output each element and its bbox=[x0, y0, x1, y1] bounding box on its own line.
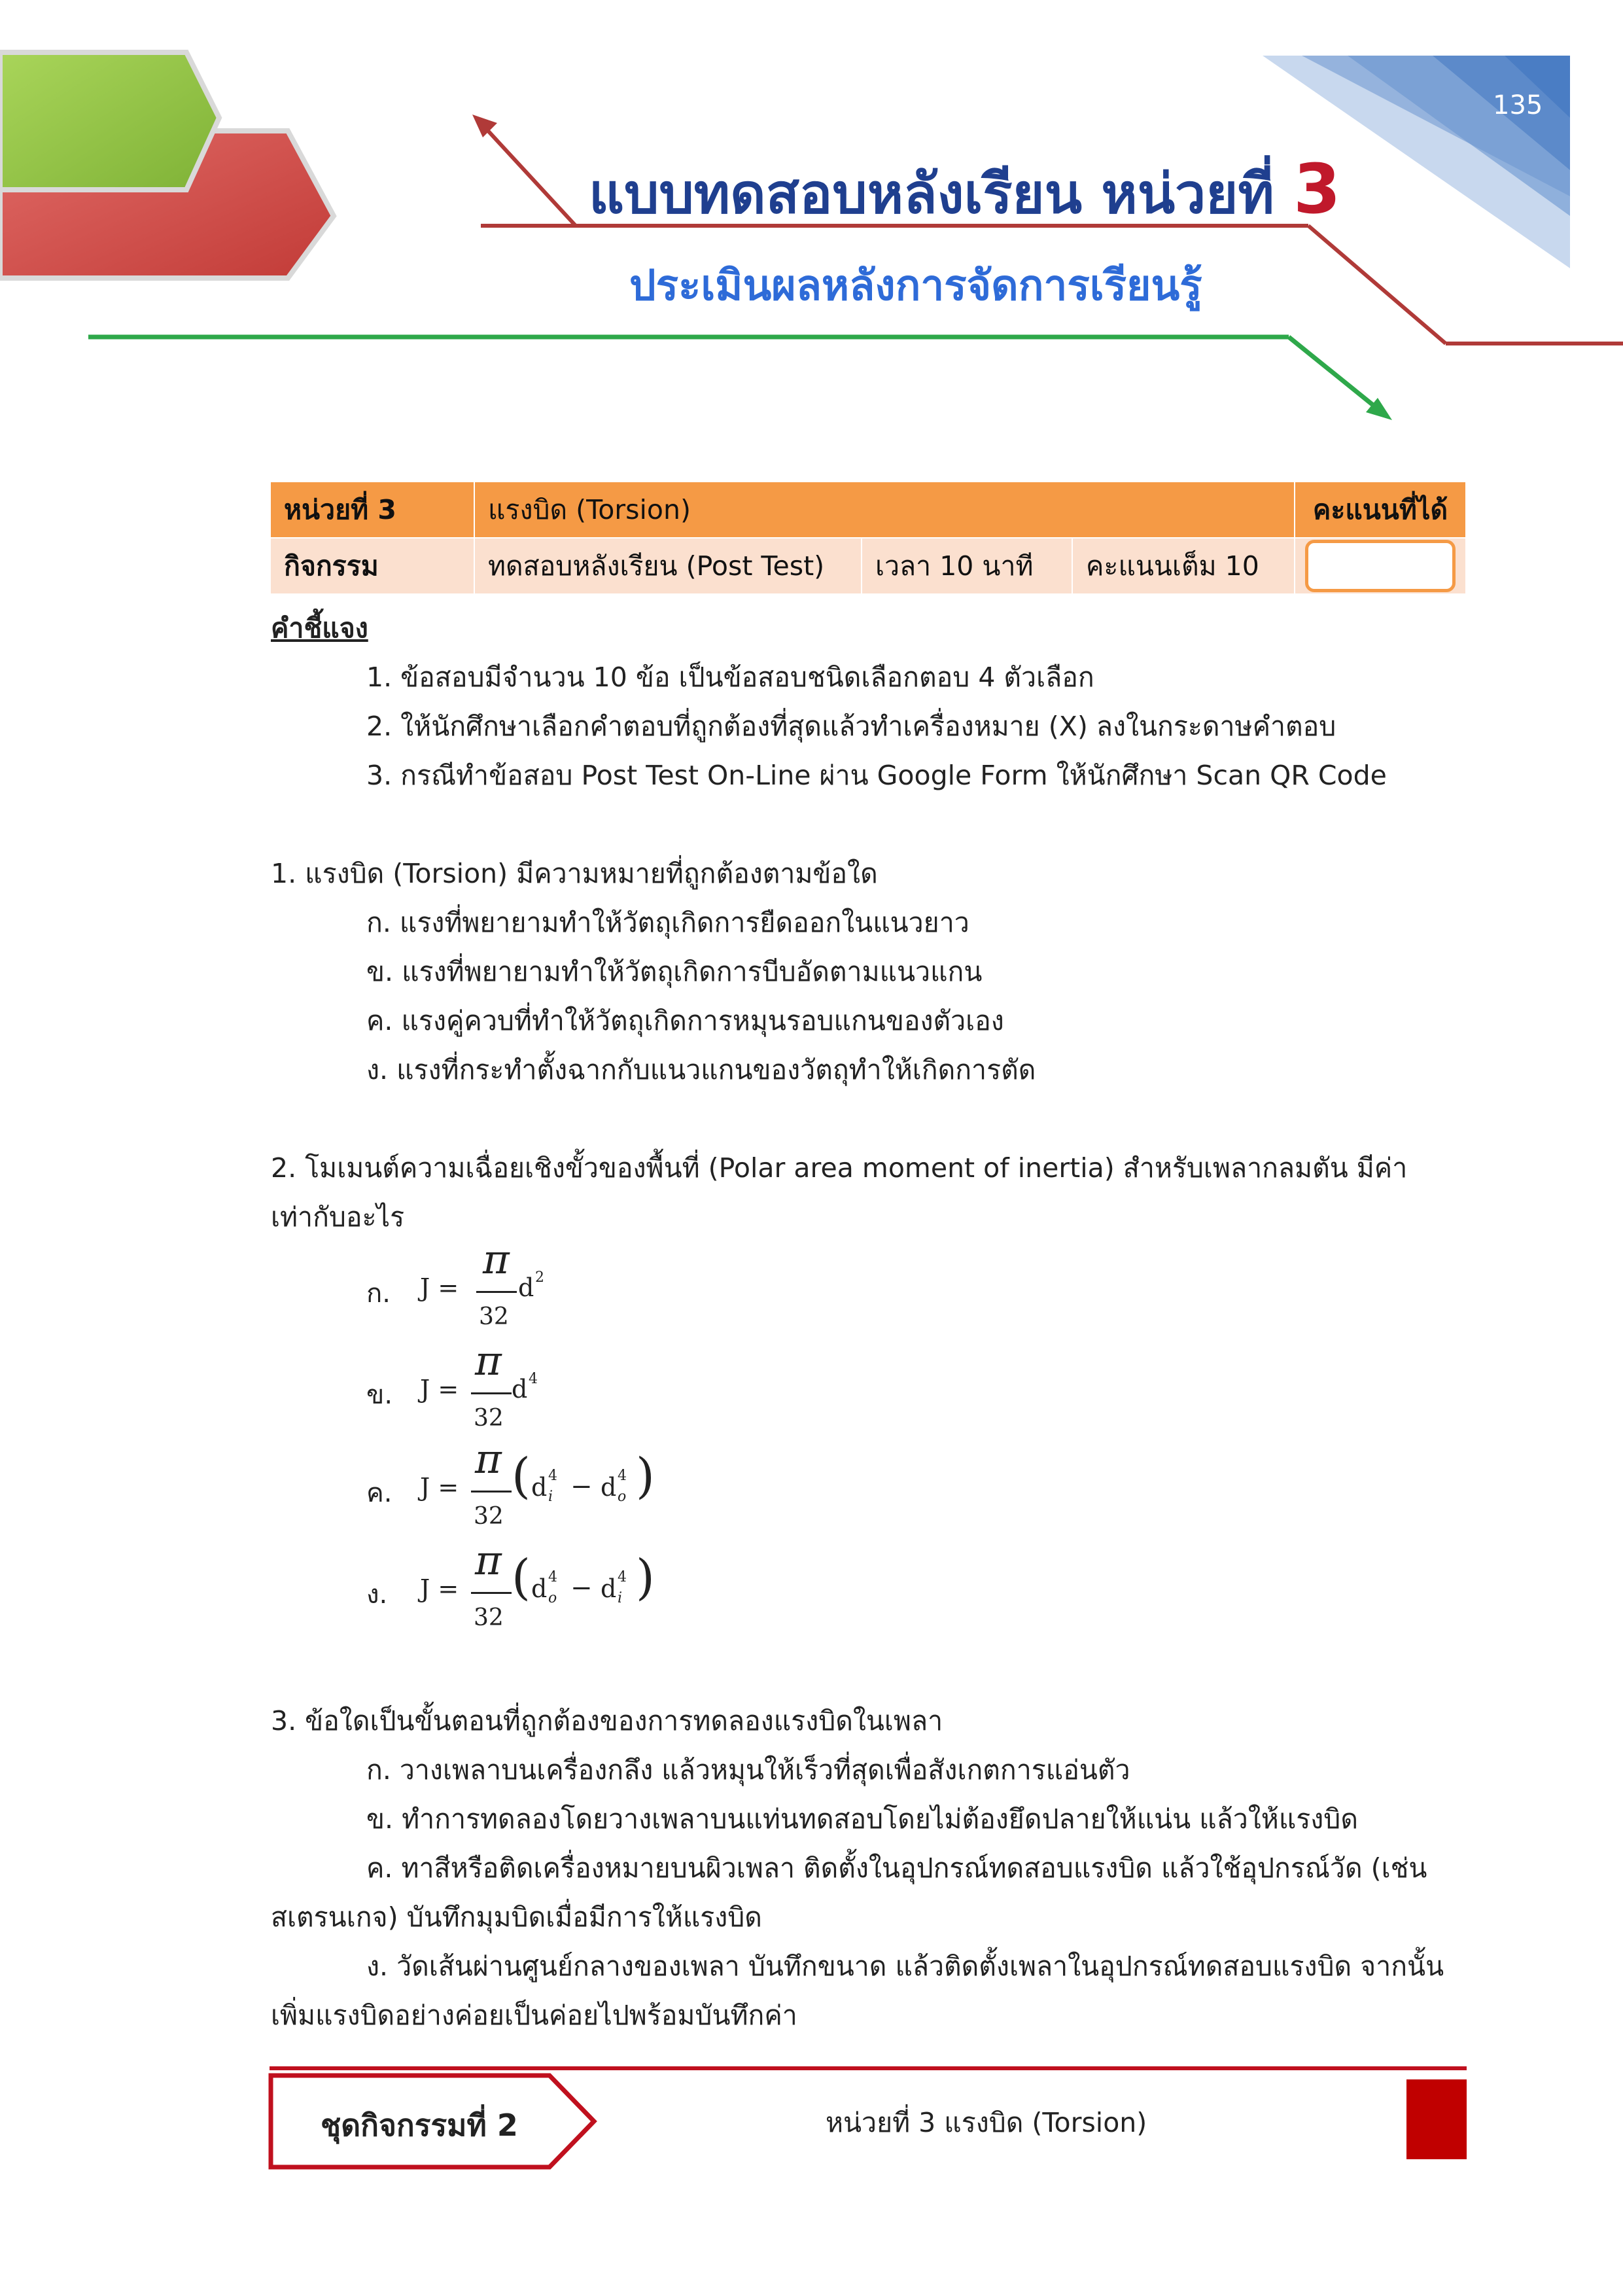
formula-pi: π bbox=[475, 1337, 502, 1385]
formula-exponent: 4 bbox=[618, 1569, 627, 1585]
formula-exponent: 4 bbox=[529, 1371, 538, 1387]
formula-pi: π bbox=[475, 1435, 502, 1483]
info-row-unit bbox=[270, 482, 1466, 538]
formula-d: d bbox=[531, 1473, 548, 1502]
q3-option-d-line1: ง. วัดเส้นผ่านศูนย์กลางของเพลา บันทึกขนาด แล้วติดตั้งเพลาในอุปกรณ์ทดสอบแรงบิด จากนั้น bbox=[366, 1951, 1444, 1982]
formula-exponent: 2 bbox=[535, 1269, 544, 1286]
question-1: 1. แรงบิด (Torsion) มีความหมายที่ถูกต้องตามข้อใด bbox=[271, 858, 878, 889]
q3-option-d-line2: เพิ่มแรงบิดอย่างค่อยเป็นค่อยไปพร้อมบันทึกค่า bbox=[271, 2000, 797, 2031]
q2-option-d-label: ง. bbox=[366, 1580, 388, 1610]
footer-divider bbox=[270, 2066, 1467, 2070]
instruction-item: 3. กรณีทำข้อสอบ Post Test On-Line ผ่าน Google Form ให้นักศึกษา Scan QR Code bbox=[366, 760, 1387, 791]
instruction-item: 2. ให้นักศึกษาเลือกคำตอบที่ถูกต้องที่สุดแล้วทำเครื่องหมาย (X) ลงในกระดาษคำตอบ bbox=[366, 711, 1336, 742]
formula-pi: π bbox=[475, 1536, 502, 1584]
info-row-activity bbox=[270, 538, 1466, 594]
unit-label: หน่วยที่ 3 bbox=[270, 482, 474, 538]
formula-denominator: 32 bbox=[474, 1405, 504, 1432]
full-score-cell: คะแนนเต็ม 10 bbox=[1072, 538, 1295, 594]
formula-subscript: i bbox=[548, 1489, 553, 1505]
green-diagonal bbox=[1289, 337, 1380, 411]
formula-minus: − bbox=[570, 1472, 593, 1502]
q2-option-a bbox=[366, 1237, 628, 1341]
instruction-item: 1. ข้อสอบมีจำนวน 10 ข้อ เป็นข้อสอบชนิดเลือกตอบ 4 ตัวเลือก bbox=[366, 662, 1094, 693]
formula-exponent: 4 bbox=[548, 1468, 557, 1484]
page-title bbox=[589, 149, 1341, 237]
score-cell bbox=[1295, 538, 1466, 594]
q1-option-b: ข. แรงที่พยายามทำให้วัตถุเกิดการบีบอัดตามแนวแกน bbox=[366, 956, 983, 987]
fraction-bar bbox=[476, 1291, 517, 1293]
q1-option-a: ก. แรงที่พยายามทำให้วัตถุเกิดการยืดออกในแนวยาว bbox=[366, 907, 969, 938]
formula-d: d bbox=[518, 1273, 534, 1302]
activity-label: กิจกรรม bbox=[270, 538, 474, 594]
formula-exponent: 4 bbox=[618, 1468, 627, 1484]
instructions-heading: คำชี้แจง bbox=[271, 612, 368, 644]
formula-close-paren: ) bbox=[636, 1549, 655, 1606]
score-label: คะแนนที่ได้ bbox=[1295, 482, 1466, 538]
page-number: 135 bbox=[1493, 90, 1543, 120]
info-table bbox=[270, 481, 1467, 595]
q3-option-b: ข. ทำการทดลองโดยวางเพลาบนแท่นทดสอบโดยไม่ต้องยึดปลายให้แน่น แล้วให้แรงบิด bbox=[366, 1803, 1358, 1835]
page-subtitle: ประเมินผลหลังการจัดการเรียนรู้ bbox=[629, 262, 1202, 310]
formula-close-paren: ) bbox=[636, 1448, 655, 1504]
unit-name: แรงบิด (Torsion) bbox=[474, 482, 1295, 538]
q1-option-c: ค. แรงคู่ควบที่ทำให้วัตถุเกิดการหมุนรอบแกนของตัวเอง bbox=[366, 1005, 1004, 1036]
question-3: 3. ข้อใดเป็นขั้นตอนที่ถูกต้องของการทดลองแรงบิดในเพลา bbox=[271, 1705, 943, 1737]
fraction-bar bbox=[471, 1592, 512, 1594]
score-box[interactable] bbox=[1305, 540, 1456, 592]
footer-unit: หน่วยที่ 3 แรงบิด (Torsion) bbox=[826, 2107, 1147, 2138]
activity-name: ทดสอบหลังเรียน (Post Test) bbox=[474, 538, 862, 594]
footer-red-block bbox=[1406, 2079, 1467, 2159]
question-2-line2: เท่ากับอะไร bbox=[271, 1201, 405, 1233]
time-cell: เวลา 10 นาที bbox=[862, 538, 1072, 594]
formula-open-paren: ( bbox=[512, 1448, 531, 1504]
formula-subscript: o bbox=[618, 1489, 627, 1505]
q3-option-c-line1: ค. ทาสีหรือติดเครื่องหมายบนผิวเพลา ติดตั้งในอุปกรณ์ทดสอบแรงบิด แล้วใช้อุปกรณ์วัด (เช่น bbox=[366, 1852, 1427, 1884]
q2-option-c bbox=[366, 1436, 693, 1541]
fraction-bar bbox=[471, 1392, 512, 1394]
formula-pi: π bbox=[483, 1235, 510, 1283]
formula-exponent: 4 bbox=[548, 1569, 557, 1585]
formula-subscript: i bbox=[618, 1590, 623, 1606]
footer-activity-set: ชุดกิจกรรมที่ 2 bbox=[321, 2108, 518, 2143]
q2-option-b-label: ข. bbox=[366, 1380, 393, 1410]
formula-lhs: J = bbox=[420, 1273, 459, 1302]
page-title-number: 3 bbox=[1293, 149, 1341, 229]
formula-lhs: J = bbox=[420, 1375, 459, 1404]
formula-denominator: 32 bbox=[474, 1503, 504, 1530]
formula-denominator: 32 bbox=[474, 1604, 504, 1631]
red-diagonal-right bbox=[1308, 226, 1446, 344]
formula-minus: − bbox=[570, 1573, 593, 1603]
green-arrow-shape bbox=[0, 52, 219, 190]
formula-d: d bbox=[601, 1473, 617, 1502]
formula-d: d bbox=[601, 1574, 617, 1603]
formula-lhs: J = bbox=[420, 1574, 459, 1603]
q2-option-c-label: ค. bbox=[366, 1478, 393, 1508]
q2-option-d bbox=[366, 1538, 693, 1642]
formula-lhs: J = bbox=[420, 1473, 459, 1502]
q1-option-d: ง. แรงที่กระทำตั้งฉากกับแนวแกนของวัตถุทำให้เกิดการตัด bbox=[366, 1054, 1036, 1086]
q2-option-a-label: ก. bbox=[366, 1279, 391, 1309]
q3-option-c-line2: สเตรนเกจ) บันทึกมุมบิดเมื่อมีการให้แรงบิด bbox=[271, 1901, 762, 1933]
formula-denominator: 32 bbox=[479, 1303, 509, 1330]
formula-open-paren: ( bbox=[512, 1549, 531, 1606]
q2-option-b bbox=[366, 1338, 628, 1443]
q3-option-a: ก. วางเพลาบนเครื่องกลึง แล้วหมุนให้เร็วที่สุดเพื่อสังเกตการแอ่นตัว bbox=[366, 1754, 1130, 1786]
formula-d: d bbox=[531, 1574, 548, 1603]
formula-subscript: o bbox=[548, 1590, 557, 1606]
arrow-shaft-up bbox=[481, 123, 576, 226]
page-title-text: แบบทดสอบหลังเรียน หน่วยที่ bbox=[589, 162, 1294, 226]
question-2-line1: 2. โมเมนต์ความเฉื่อยเชิงขั้วของพื้นที่ (Polar area moment of inertia) สำหรับเพลากลมตัน มีค่า bbox=[271, 1152, 1408, 1184]
fraction-bar bbox=[471, 1491, 512, 1492]
formula-d: d bbox=[512, 1375, 528, 1404]
